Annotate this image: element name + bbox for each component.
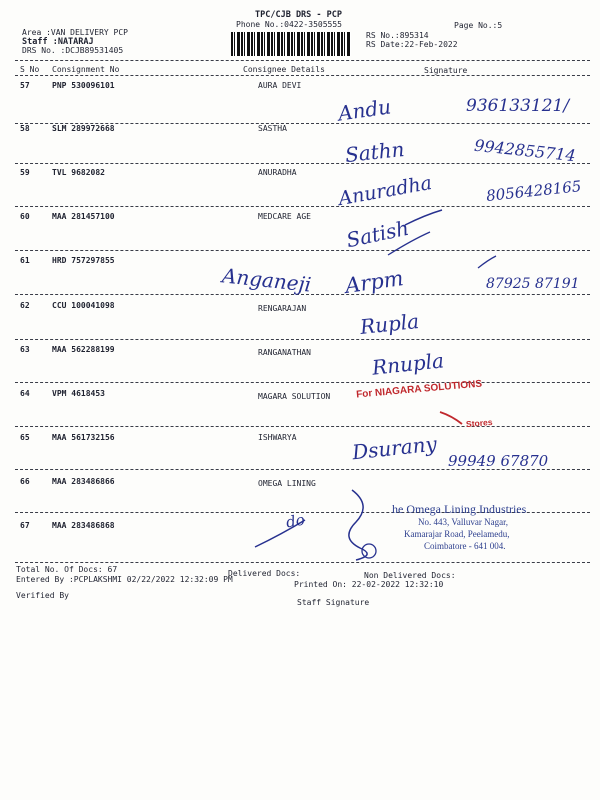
printed-on: Printed On: 22-02-2022 12:32:10 [294, 580, 444, 589]
row-sno: 62 [20, 301, 30, 310]
drs-number: DRS No. :DCJB89531405 [22, 46, 124, 55]
non-delivered-docs: Non Delivered Docs: [364, 571, 456, 580]
row-consignee: MEDCARE AGE [258, 212, 311, 221]
row-consignee: MAGARA SOLUTION [258, 392, 331, 401]
row-consignment: VPM 4618453 [52, 389, 105, 398]
niagara-stamp: For NIAGARA SOLUTIONS [355, 378, 483, 401]
signature-59: Anuradha [336, 171, 434, 211]
handwritten-phone-59: 8056428165 [485, 177, 583, 205]
row-sno: 59 [20, 168, 30, 177]
row-sno: 63 [20, 345, 30, 354]
row-consignment: SLM 289972668 [52, 124, 115, 133]
rs-date: RS Date:22-Feb-2022 [366, 40, 458, 49]
signature-65: Dsurany [350, 431, 438, 465]
row-consignment: MAA 561732156 [52, 433, 115, 442]
row-sno: 57 [20, 81, 30, 90]
column-signature: Signature [424, 66, 468, 75]
omega-stamp-address-2: Kamarajar Road, Peelamedu, [404, 529, 510, 539]
row-consignee: AURA DEVI [258, 81, 302, 90]
row-consignment: MAA 281457100 [52, 212, 115, 221]
area-label: Area :VAN DELIVERY PCP [22, 28, 128, 37]
row-consignment: CCU 100041098 [52, 301, 115, 310]
handwritten-phone-61: 87925 87191 [486, 276, 580, 292]
row-consignment: TVL 9682082 [52, 168, 105, 177]
handwritten-phone-57: 936133121∕ [466, 96, 570, 116]
delivered-docs: Delivered Docs: [228, 569, 301, 578]
report-title: TPC/CJB DRS - PCP [255, 10, 342, 20]
total-docs: Total No. Of Docs: 67 [16, 565, 118, 574]
signature-61-a: Anganeji [220, 263, 313, 297]
row-consignment: MAA 562288199 [52, 345, 115, 354]
signature-62: Rupla [358, 308, 421, 340]
column-consignee: Consignee Details [243, 65, 325, 74]
handwritten-phone-65: 99949 67870 [448, 452, 549, 470]
signature-61-b: Arpm [343, 266, 405, 298]
stores-stamp: Stores [465, 416, 493, 430]
signature-63: Rnupla [370, 348, 446, 380]
omega-stamp-address-1: No. 443, Valluvar Nagar, [418, 517, 508, 527]
row-sno: 64 [20, 389, 30, 398]
column-consignment: Consignment No [52, 65, 120, 74]
signature-57: Andu [336, 94, 393, 126]
row-consignee: OMEGA LINING [258, 479, 316, 488]
entered-by: Entered By :PCPLAKSHMI 02/22/2022 12:32:09 PM [16, 575, 233, 584]
handwritten-phone-58: 9942855714 [473, 135, 577, 166]
omega-stamp-name: he Omega Lining Industries [392, 502, 527, 516]
row-consignee: ISHWARYA [258, 433, 297, 442]
row-consignee: RANGANATHAN [258, 348, 311, 357]
phone-number: Phone No.:0422-3505555 [236, 20, 342, 29]
verified-by: Verified By [16, 591, 69, 600]
omega-stamp-address-3: Coimbatore - 641 004. [424, 541, 506, 551]
signature-60: Satish [344, 215, 412, 253]
row-consignment: PNP 530096101 [52, 81, 115, 90]
page-number: Page No.:5 [454, 21, 503, 30]
row-consignee: SASTHA [258, 124, 287, 133]
signature-58: Sathn [343, 136, 406, 168]
column-sno: S No [20, 65, 40, 74]
rs-number: RS No.:895314 [366, 31, 429, 40]
row-consignment: MAA 283486866 [52, 477, 115, 486]
staff-signature: Staff Signature [297, 598, 370, 607]
row-sno: 67 [20, 521, 30, 530]
row-consignment: MAA 283486868 [52, 521, 115, 530]
row-consignment: HRD 757297855 [52, 256, 115, 265]
signature-67: do [284, 510, 307, 532]
row-sno: 61 [20, 256, 30, 265]
staff-label: Staff :NATARAJ [22, 37, 94, 47]
row-sno: 58 [20, 124, 30, 133]
row-consignee: ANURADHA [258, 168, 297, 177]
row-sno: 60 [20, 212, 30, 221]
row-consignee: RENGARAJAN [258, 304, 307, 313]
row-sno: 66 [20, 477, 30, 486]
row-sno: 65 [20, 433, 30, 442]
